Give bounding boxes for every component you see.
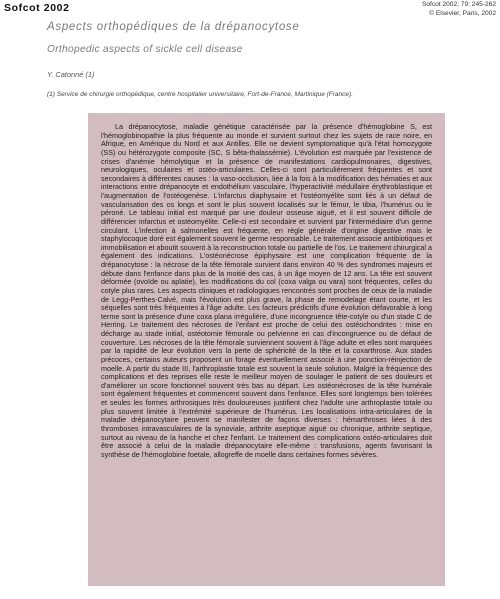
abstract-box bbox=[88, 113, 445, 586]
abstract-text: La drépanocytose, maladie génétique caractérisée par la présence d'hémoglobine S, est l'hémoglobinopathie la plus fréquente au monde et survient surtout chez les sujets de race noire, en Afrique, en Amérique du Nord et aux Antilles. Elle ne devient symptomatique qu'à l'état homozygote (SS) ou hétérozygote composite (SC, S bêta-thalassémie). L'évolution est marquée par l'existence de crises d'anémie hémolytique et la présence de manifestations cardiopulmonaires, digestives, neurologiques, oculaires et ostéo-articulaires. Celles-ci sont particulièrement fréquentes et sont secondaires à différentes causes : la vaso-occlusion, liée à la fois à la modification des hématies et aux interactions entre drépanocyte et endothélium vasculaire, l'hyperactivité médullaire érythroblastique et l'augmentation de l'ostéogenèse. L'infarctus diaphysaire et l'ostéomyélite sont liés à un défaut de vascularisation des os longs et sont le plus souvent localisés sur le fémur, le tibia, l'humérus ou le péroné. Le tableau initial est marqué par une douleur osseuse aiguë, et il est souvent difficile de différencier infarctus et ostéomyélite. Celle-ci est secondaire et survient par l'intermédiaire d'un germe circulant. L'infection à salmonelles est fréquente, en règle générale d'origine digestive mais le staphylocoque doré est également souvent le germe responsable. Le traitement associe antibiotiques et immobilisation et aboutit souvent à la reconstruction totale ou partielle de l'os. Le traitement chirurgical a également des indications. L'ostéonécrose épiphysaire est une complication fréquente de la drépanocytose : la nécrose de la tête fémorale survient dans environ 40 % des syndromes majeurs et débute dans l'enfance dans plus de la moitié des cas, à un âge moyen de 12 ans. La tête est souvent déformée (ovoïde ou aplatie), les modifications du col (coxa valga ou vara) sont fréquentes, celles du cotyle plus rares. Les aspects cliniques et radiologiques rencontrés sont proches de ceux de la maladie de Legg-Perthes-Calvé, mais l'évolution est plus grave, la phase de remodelage étant courte, et les séquelles sont très fréquentes à l'âge adulte. Les facteurs prédictifs d'une évolution défavorable à long terme sont la présence d'une coxa plana irrégulière, d'une incongruence tête-cotyle ou d'un stade C de Herring. Le traitement des nécroses de l'enfant est proche de celui des ostéochondrites : mise en décharge au stade initial, ostéotomie fémorale ou pelvienne en cas d'incongruence ou de défaut de couverture. Les nécroses de la tête fémorale surviennent souvent à l'âge adulte et elles sont marquées par la rapidité de leur évolution vers la perte de sphéricité de la tête et la coxarthrose. Aux stades précoces, certains auteurs proposent un forage éventuellement associé à une ponction-réinjection de moelle. A partir du stade III, l'arthroplastie totale est souvent la seule solution. Malgré la fréquence des complications et des reprises elle reste le meilleur moyen de soulager le patient de ses douleurs et d'améliorer un score fonctionnel souvent très bas au départ. Les ostéonécroses de la tête humérale sont également fréquentes et commencent souvent dans l'enfance. Elles sont longtemps bien tolérées et seules les formes arthrosiques très douloureuses justifient chez l'adulte une arthroplastie totale ou plus souvent limitée à l'extrémité supérieure de l'humérus. Les localisations intra-articulaires de la maladie drépanocytaire peuvent se manifester de façons diverses : hémarthroses liées à des thromboses intravasculaires de la synoviale, arthrite aseptique aiguë ou chronique, arthrite septique, surtout au niveau de la hanche et chez l'enfant. Le traitement des complications ostéo-articulaires doit être associé à celui de la maladie drépanocytaire elle-même : transfusions, agents favorisant la synthèse de l'hémoglobine foetale, allogreffe de moelle dans certaines formes sévères. bbox=[101, 122, 432, 459]
journal-brand: Sofcot 2002 bbox=[4, 2, 70, 14]
citation-reference: Sofcot 2002; 79: 245-262 bbox=[421, 1, 496, 8]
article-authors: Y. Catonné (1) bbox=[47, 70, 95, 79]
citation-copyright: © Elsevier, Paris, 2002 bbox=[429, 9, 496, 17]
author-affiliation: (1) Service de chirurgie orthopédique, centre hospitalier universitaire, Fort-de-France, Martinique (France). bbox=[47, 91, 353, 98]
citation-block bbox=[422, 1, 496, 18]
article-title: Aspects orthopédiques de la drépanocytose bbox=[47, 21, 300, 33]
article-subtitle: Orthopedic aspects of sickle cell disease bbox=[47, 44, 243, 55]
